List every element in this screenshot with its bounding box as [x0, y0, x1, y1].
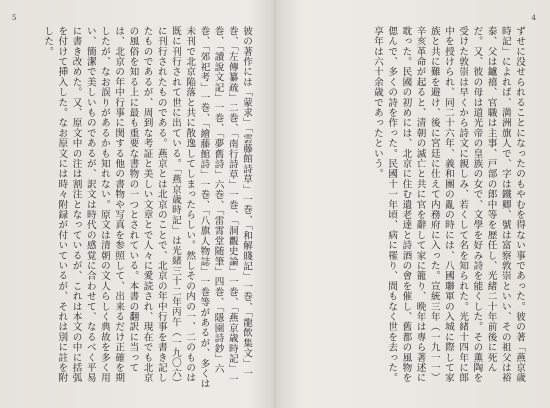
vertical-text-block: 彼の著作には「蒙求」「雲藤館詩草」一巻、「和解賤記」一巻、「龍飲集文」一巻、「左傳纂疏」二巻、「南行詩草」一巻、「洞觀史論」一巻、「燕京歳時記」一巻、「讀說文記」一巻、「夢舊詩」六巻、「雷霄堂随筆」四巻、「隱園詩鈔」六巻、「郊祀考」一巻、「繪藤館詩」一巻、「八旗人物誌」一巻等があるが、多くは未刊で北京陥落と共に散逸してしまったらしい。然しその内の一、二のものは既に刊行されて世に出ている。「燕京歳時記」は光緒三十二年丙午（一九〇六）に刊行されたものである。燕京とは北京のことで、北京の年中行事を書き記したものであるが、周到な考証と美しい文章とで人々に愛読され、現在でも北京の風俗を知る上に最も重要な書物の一つとされている。本書の翻訳に当っては、北京の年中行事に関する他の書物や写真を参照して、出来るだけ正確を期したが、なお誤りがあるかも知れない。原文は清朝の文人らしく典故を多く用い、簡潔で美しいものであるが、訳文は時代の感覚に合わせて、なるべく平易に書き改めた。又、原文中の注は割注となっているが、これは本文の中に括弧を付けて挿入した。なお原文には時々附録が付いているが、それは別に註を附した。 — [42, 26, 252, 389]
page-number: 5 — [12, 14, 17, 22]
vertical-text-block: ずせに没せられることになったのもやむを得ない事であった。彼の著「燕京歳時記」によれば、満洲旗人で、字は鐵卿、號は富察敦崇といい、その祖父は裕泰、父は鑪禧、官職は主事、戸部の郎中等を歴任し、光緒二十年前後に死んだ。又、彼の母は道光帝の皇族の女で、文學を好み詩を能くした。その薫陶を受けた敦崇は早くから詩文に親しみ、若くして名を知られた。光緒十四年に郎中を授けられ、同二十六年、義和團の亂の時には、八國聯軍の入城に際して家族と共に難を避け、後に宮廷に仕えて内務府に入った。宣統三年（一九一一）辛亥革命が起ると、清朝の滅亡と共に官を辭して家に籠り、晩年は專ら著述に耽った。民國の初めには、北京に住む遺老達と詩酒の會を催し、舊都の風物を偲んで、多くの詩を作った。民國十一年頃、病に罹り、間もなく世を去った。享年は六十余歳であったという。 — [371, 26, 525, 383]
page-number: 4 — [531, 14, 536, 22]
right-page — [275, 0, 550, 408]
